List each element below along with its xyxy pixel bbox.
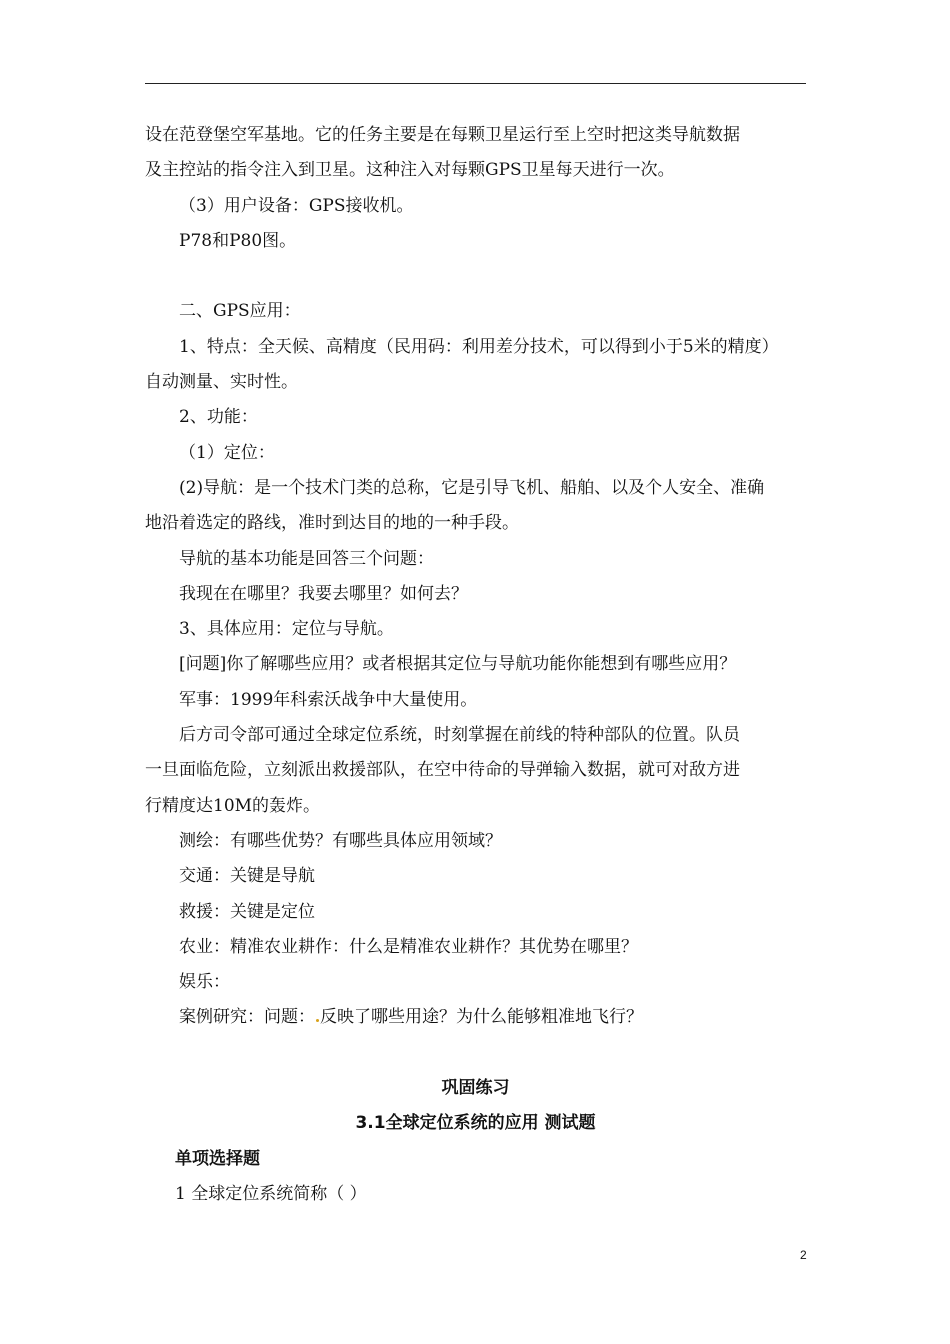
- paragraph-line: 导航的基本功能是回答三个问题：: [179, 548, 434, 569]
- paragraph-line: （1）定位：: [179, 442, 275, 463]
- blank-line: [145, 259, 806, 294]
- case-study-label: 案例研究：问题：: [179, 1007, 315, 1028]
- paragraph-line: 农业：精准农业耕作：什么是精准农业耕作？其优势在哪里？: [179, 936, 638, 957]
- exercise-title: 3.1全球定位系统的应用 测试题: [355, 1113, 596, 1134]
- paragraph-line: 救援：关键是定位: [179, 901, 315, 922]
- paragraph-line: [问题]你了解哪些应用？或者根据其定位与导航功能你能想到有哪些应用？: [179, 654, 737, 675]
- paragraph-line: (2)导航：是一个技术门类的总称，它是引导飞机、船舶、以及个人安全、准确: [179, 477, 765, 498]
- paragraph-line: 设在范登堡空军基地。它的任务主要是在每颗卫星运行至上空时把这类导航数据: [145, 125, 740, 145]
- paragraph-line: 一旦面临危险，立刻派出救援部队，在空中待命的导弹输入数据，就可对敌方进: [145, 760, 740, 781]
- paragraph-line: 测绘：有哪些优势？有哪些具体应用领域？: [179, 830, 502, 851]
- paragraph-line: 我现在在哪里？我要去哪里？如何去？: [179, 583, 468, 604]
- paragraph-line: 地沿着选定的路线，准时到达目的地的一种手段。: [145, 513, 519, 534]
- case-study-question: 反映了哪些用途？为什么能够粗准地飞行？: [320, 1007, 643, 1028]
- paragraph-line: 行精度达10M的轰炸。: [145, 795, 321, 816]
- paragraph-line: （3）用户设备：GPS接收机。: [179, 195, 414, 216]
- paragraph-line: 军事：1999年科索沃战争中大量使用。: [179, 689, 478, 710]
- paragraph-line: 3、具体应用：定位与导航。: [179, 619, 394, 640]
- paragraph-line: 娱乐：: [179, 972, 230, 993]
- paragraph-line: [145, 1000, 806, 1035]
- section-label: 单项选择题: [175, 1148, 260, 1169]
- header-rule: [145, 83, 806, 84]
- exercise-heading: 巩固练习: [441, 1078, 510, 1099]
- page-number: 2: [800, 1248, 807, 1262]
- paragraph-line: 1、特点：全天候、高精度（民用码：利用差分技术，可以得到小于5米的精度）: [179, 336, 779, 357]
- paragraph-line: 及主控站的指令注入到卫星。这种注入对每颗GPS卫星每天进行一次。: [145, 160, 675, 181]
- anchor-mark: [316, 1019, 319, 1022]
- paragraph-line: 2、功能：: [179, 407, 258, 428]
- document-body: [145, 118, 806, 1212]
- paragraph-line: 后方司令部可通过全球定位系统，时刻掌握在前线的特种部队的位置。队员: [179, 725, 740, 746]
- paragraph-line: 自动测量、实时性。: [145, 372, 298, 393]
- question-1: 1 全球定位系统简称（ ）: [175, 1183, 367, 1204]
- paragraph-line: P78和P80图。: [179, 230, 297, 251]
- blank-line: [145, 1036, 806, 1071]
- paragraph-line: 交通：关键是导航: [179, 866, 315, 887]
- section-heading: 二、GPS应用：: [179, 301, 301, 322]
